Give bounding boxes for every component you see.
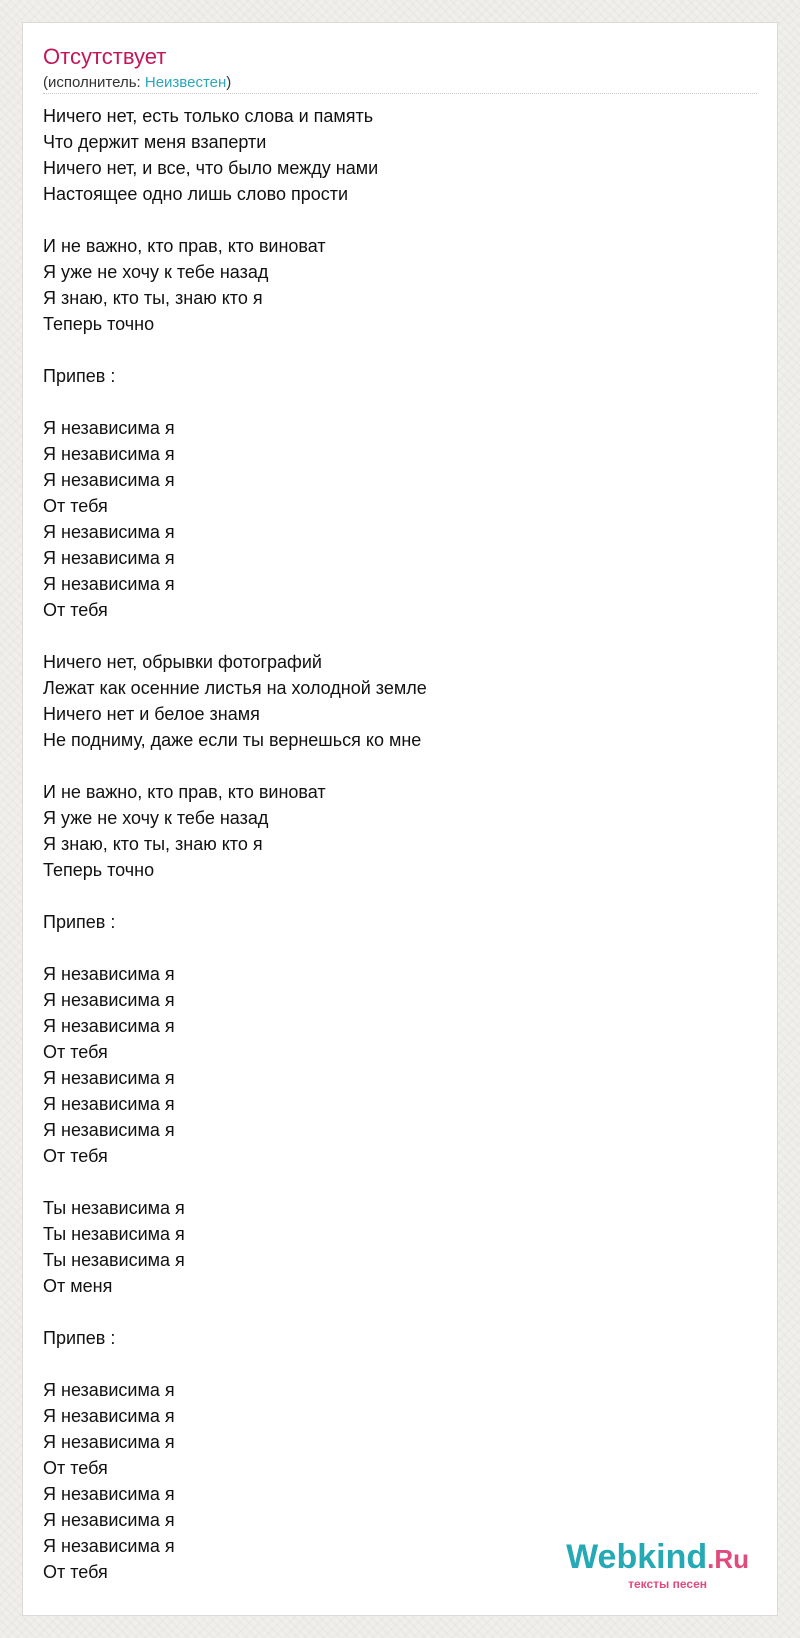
- song-title: Отсутствует: [43, 44, 167, 69]
- lyric-line: Ничего нет и белое знамя: [43, 704, 260, 724]
- lyric-blank-line: [43, 753, 743, 779]
- lyric-line: Я знаю, кто ты, знаю кто я: [43, 834, 263, 854]
- lyric-line: Я независима я: [43, 574, 175, 594]
- lyric-line: Я независима я: [43, 522, 175, 542]
- lyric-line: Теперь точно: [43, 860, 155, 880]
- lyric-blank-line: [43, 337, 743, 363]
- lyric-line: Я независима я: [43, 990, 175, 1010]
- lyric-line: От тебя: [43, 1042, 108, 1062]
- lyric-line: Теперь точно: [43, 314, 155, 334]
- lyrics-card: [22, 22, 778, 1616]
- lyric-line: Ничего нет, и все, что было между нами: [43, 158, 379, 178]
- lyric-line: Я независима я: [43, 964, 175, 984]
- lyric-line: Ничего нет, есть только слова и память: [43, 106, 374, 126]
- lyric-line: Что держит меня взаперти: [43, 132, 267, 152]
- lyric-line: Я независима я: [43, 1536, 175, 1556]
- lyric-line: От меня: [43, 1276, 113, 1296]
- artist-suffix: ): [226, 74, 232, 91]
- lyric-line: И не важно, кто прав, кто виноват: [43, 236, 326, 256]
- lyric-line: Ты независима я: [43, 1250, 185, 1270]
- logo-wordmark: [549, 1539, 749, 1577]
- lyric-blank-line: [43, 389, 743, 415]
- lyric-line: Я независима я: [43, 1094, 175, 1114]
- lyric-blank-line: [43, 207, 743, 233]
- lyric-line: Ничего нет, обрывки фотографий: [43, 652, 322, 672]
- lyric-blank-line: [43, 935, 743, 961]
- lyric-line: Я независима я: [43, 1484, 175, 1504]
- lyric-line: И не важно, кто прав, кто виноват: [43, 782, 326, 802]
- lyric-line: От тебя: [43, 1458, 108, 1478]
- lyric-line: Лежат как осенние листья на холодной земле: [43, 678, 427, 698]
- lyric-line: Припев :: [43, 366, 116, 386]
- lyric-line: Я знаю, кто ты, знаю кто я: [43, 288, 263, 308]
- lyric-line: Ты независима я: [43, 1198, 185, 1218]
- lyric-line: Ты независима я: [43, 1224, 185, 1244]
- lyric-line: Я независима я: [43, 1016, 175, 1036]
- lyrics-text: [43, 103, 743, 1585]
- webkind-logo[interactable]: [549, 1539, 749, 1593]
- lyric-blank-line: [43, 883, 743, 909]
- artist-link[interactable]: Неизвестен: [144, 74, 227, 91]
- title-divider: [43, 93, 757, 94]
- artist-line: [43, 73, 231, 93]
- lyric-line: Не подниму, даже если ты вернешься ко мне: [43, 730, 422, 750]
- lyric-line: От тебя: [43, 600, 108, 620]
- lyric-line: От тебя: [43, 1562, 108, 1582]
- lyric-line: Я независима я: [43, 548, 175, 568]
- lyric-line: Я независима я: [43, 1510, 175, 1530]
- logo-tld: .Ru: [707, 1544, 749, 1574]
- lyric-line: Я уже не хочу к тебе назад: [43, 262, 269, 282]
- artist-prefix: (исполнитель:: [43, 74, 145, 91]
- lyric-blank-line: [43, 1351, 743, 1377]
- lyric-line: Я независима я: [43, 444, 175, 464]
- lyric-line: Я независима я: [43, 1120, 175, 1140]
- lyric-blank-line: [43, 623, 743, 649]
- lyric-line: Я независима я: [43, 1068, 175, 1088]
- lyric-blank-line: [43, 1169, 743, 1195]
- lyric-line: Я независима я: [43, 1380, 175, 1400]
- logo-tagline: тексты песен: [628, 1577, 707, 1591]
- lyric-blank-line: [43, 1299, 743, 1325]
- lyric-line: Настоящее одно лишь слово прости: [43, 184, 349, 204]
- lyric-line: Я независима я: [43, 1432, 175, 1452]
- lyric-line: Я уже не хочу к тебе назад: [43, 808, 269, 828]
- lyric-line: Я независима я: [43, 470, 175, 490]
- lyric-line: Я независима я: [43, 418, 175, 438]
- lyric-line: От тебя: [43, 496, 108, 516]
- lyric-line: Я независима я: [43, 1406, 175, 1426]
- lyric-line: Припев :: [43, 1328, 116, 1348]
- logo-main-text: Webkind: [566, 1538, 708, 1576]
- lyric-line: От тебя: [43, 1146, 108, 1166]
- lyric-line: Припев :: [43, 912, 116, 932]
